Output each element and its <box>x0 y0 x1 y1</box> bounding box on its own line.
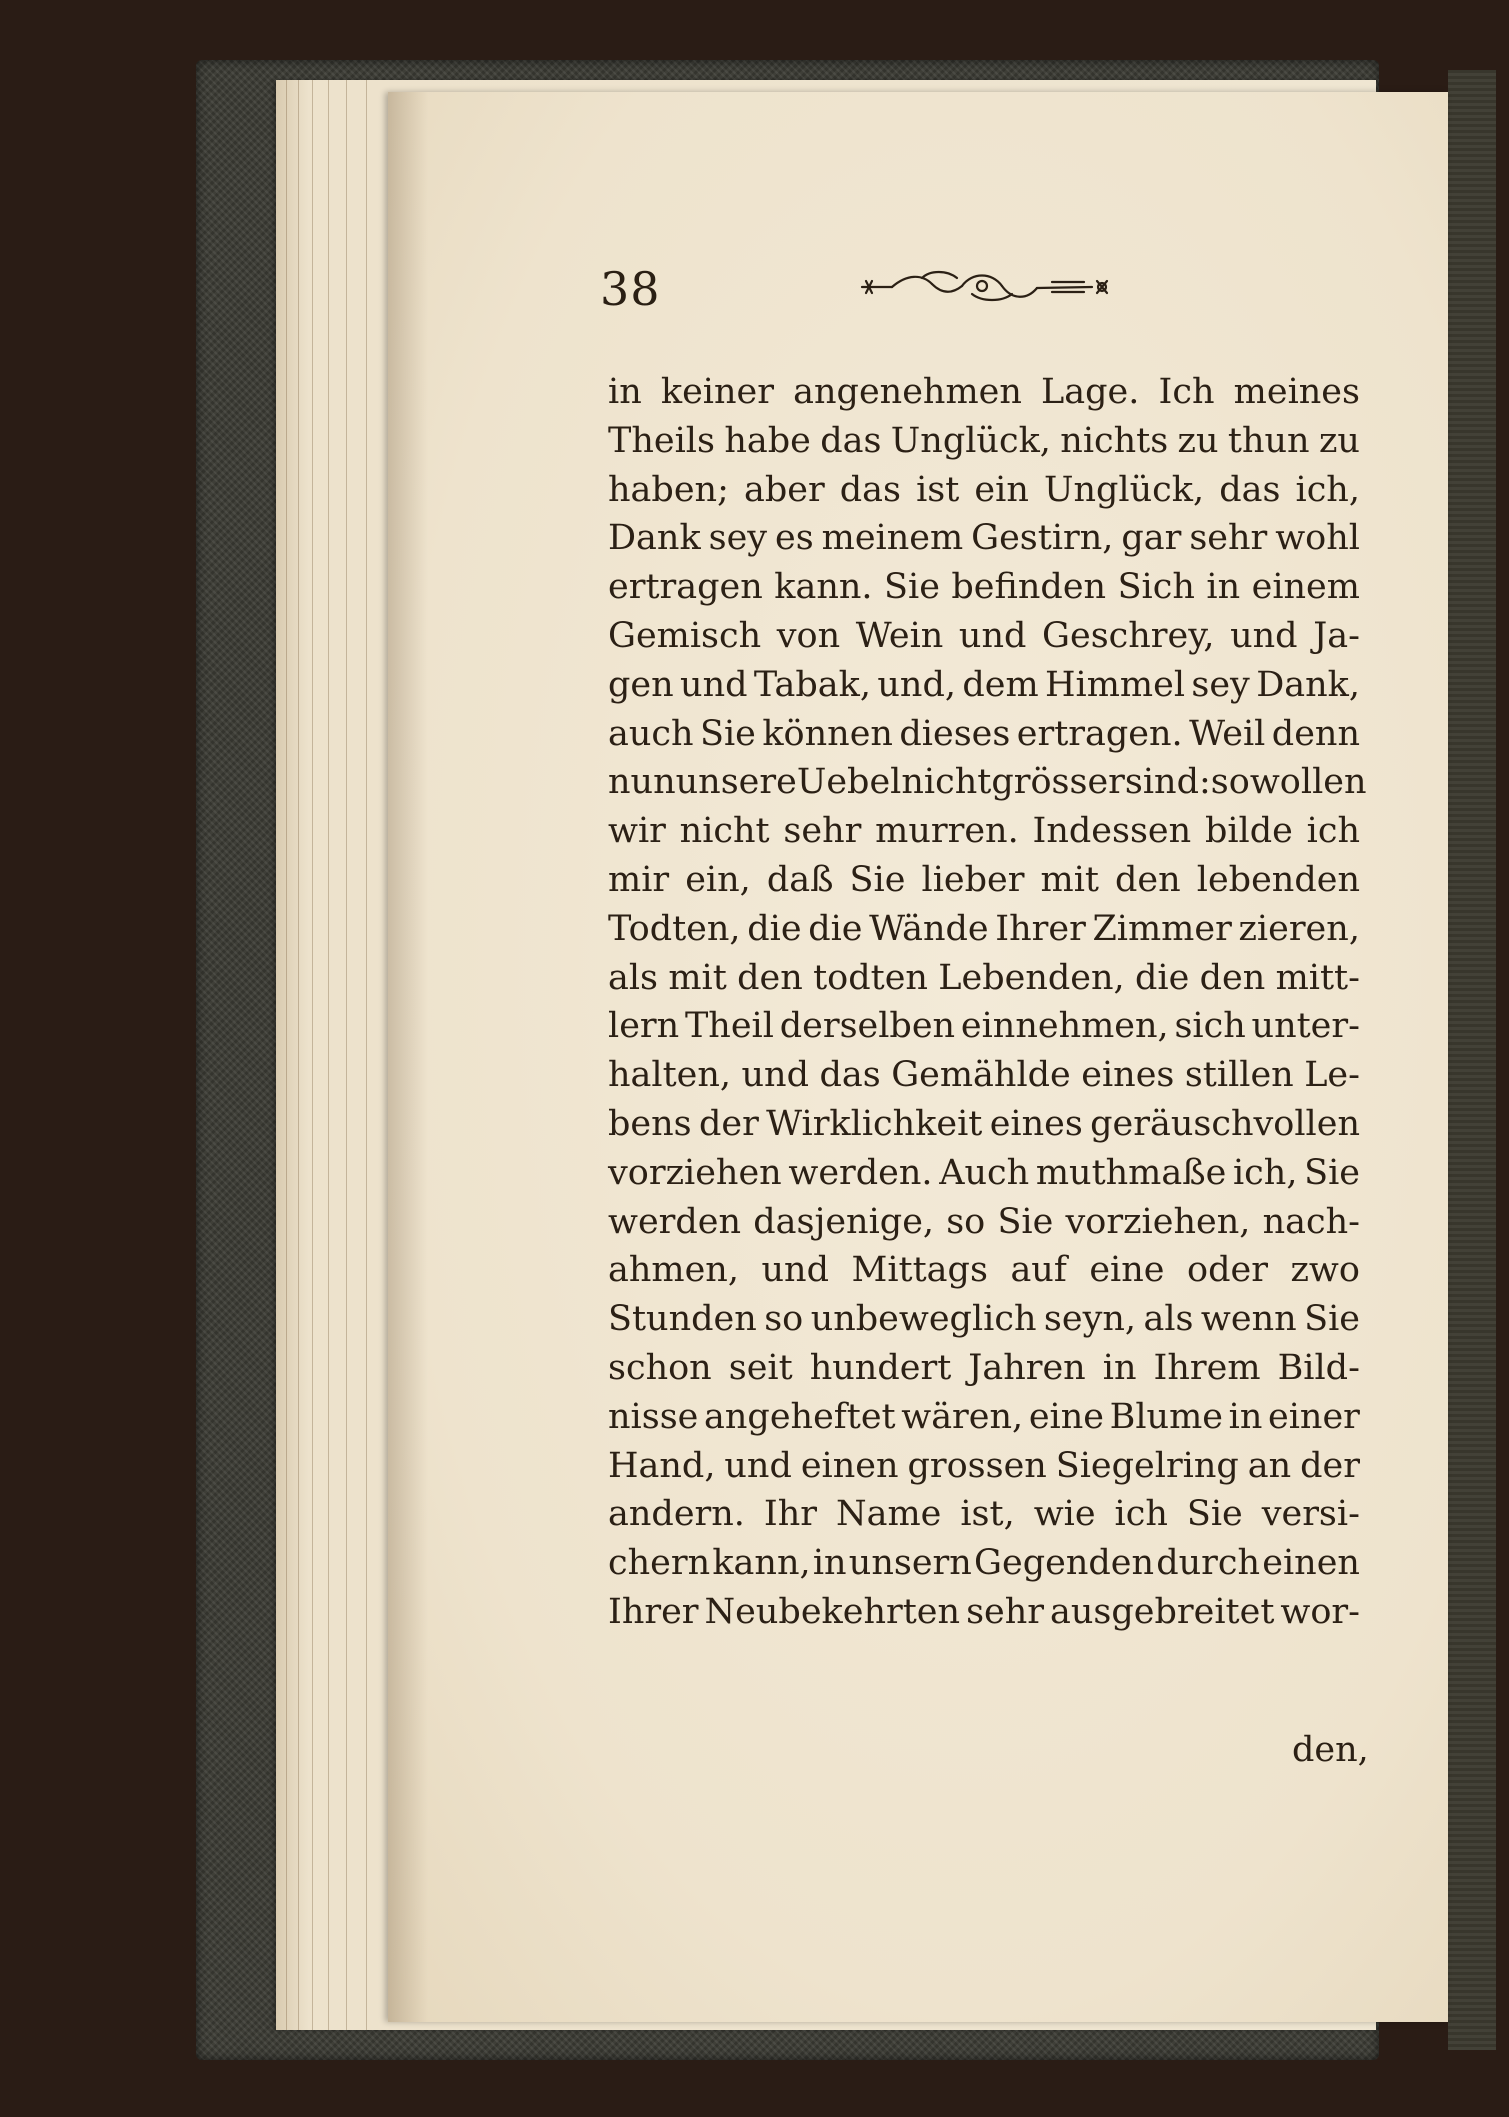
text-line <box>608 1442 1360 1491</box>
word: in <box>1206 567 1241 608</box>
word: vorziehen <box>608 1152 782 1193</box>
word: Sie <box>884 567 940 608</box>
text-line <box>608 1295 1360 1344</box>
word: sehr <box>966 1591 1045 1632</box>
word: halten, <box>608 1055 732 1096</box>
word: kann, <box>712 1543 811 1584</box>
page-number: 38 <box>600 262 661 316</box>
word: chern <box>608 1543 711 1584</box>
word: gen <box>608 664 674 705</box>
word: die <box>1135 957 1190 998</box>
word: sehr <box>783 811 862 852</box>
word: wollen <box>1249 762 1367 803</box>
word: nicht <box>901 762 992 803</box>
word: so <box>764 1299 804 1340</box>
word: wie <box>1033 1494 1096 1535</box>
catchword: den, <box>1292 1730 1369 1770</box>
word: meines <box>1233 372 1360 412</box>
word: eines <box>989 1103 1083 1144</box>
word: stillen <box>1184 1055 1294 1096</box>
word: und <box>1230 615 1298 656</box>
word: mir <box>608 859 670 900</box>
word: mit <box>1040 859 1099 900</box>
word: Gemählde <box>891 1055 1071 1096</box>
word: ertragen. <box>1016 713 1183 754</box>
word: Ihrem <box>1153 1347 1261 1388</box>
word: in <box>812 1543 847 1584</box>
word: lern <box>608 1006 680 1047</box>
word: grossen <box>907 1445 1047 1486</box>
word: Sie <box>997 1201 1054 1242</box>
text-line <box>608 563 1360 612</box>
word: Todten, <box>608 908 741 949</box>
word: daß <box>766 859 834 900</box>
word: mit <box>668 957 727 998</box>
word: Dank <box>608 518 701 559</box>
word: Siegelring <box>1055 1445 1239 1486</box>
word: Sie <box>849 859 906 900</box>
word: der <box>1300 1445 1360 1486</box>
text-line <box>608 710 1360 759</box>
word: auf <box>1010 1250 1067 1291</box>
word: kann. <box>774 567 873 608</box>
word: an <box>1247 1445 1292 1486</box>
word: Weil <box>1189 713 1266 754</box>
word: oder <box>1187 1250 1268 1291</box>
word: Lage. <box>1041 372 1140 412</box>
text-line <box>608 514 1360 563</box>
word: einer <box>1268 1396 1360 1437</box>
word: Auch <box>939 1152 1030 1193</box>
word: hundert <box>809 1347 952 1388</box>
word: Uebel <box>796 762 902 803</box>
word: Himmel <box>1045 664 1186 705</box>
word: Tabak, <box>753 664 871 705</box>
word: Theil <box>684 1006 774 1047</box>
word: und, <box>877 664 956 705</box>
word: werden. <box>788 1152 933 1193</box>
word: können <box>762 713 893 754</box>
word: habe <box>724 420 811 461</box>
word: Unglück, <box>890 420 1051 461</box>
word: und <box>761 1250 829 1291</box>
word: Gemisch <box>608 615 762 656</box>
word: meinem <box>821 518 964 559</box>
word: unsern <box>848 1543 972 1584</box>
word: ist <box>916 469 960 510</box>
word: den <box>737 957 803 998</box>
word: das <box>819 1055 881 1096</box>
word: die <box>747 908 802 949</box>
word: nichts <box>1060 420 1169 461</box>
text-line <box>608 856 1360 905</box>
word: Ja- <box>1313 615 1360 656</box>
word: in <box>1102 1347 1137 1388</box>
word: einnehmen, <box>960 1006 1169 1047</box>
word: zu <box>1177 420 1219 461</box>
word: so <box>946 1201 986 1242</box>
word: nach- <box>1262 1201 1360 1242</box>
word: und <box>724 1445 792 1486</box>
text-line <box>608 612 1360 661</box>
word: Zimmer <box>1092 908 1232 949</box>
word: und <box>958 615 1027 656</box>
word: ich, <box>1232 1152 1298 1193</box>
word: das <box>1219 469 1281 510</box>
word: auch <box>608 713 694 754</box>
word: thun <box>1227 420 1310 461</box>
word: Ihrer <box>995 908 1086 949</box>
word: der <box>698 1103 759 1144</box>
word: lebenden <box>1196 859 1360 900</box>
word: zwo <box>1290 1250 1360 1291</box>
word: Sich <box>1117 567 1195 608</box>
word: werden <box>608 1201 742 1242</box>
word: den <box>1199 957 1266 998</box>
word: wenn <box>1200 1299 1297 1340</box>
word: ahmen, <box>608 1250 739 1291</box>
word: muthmaße <box>1035 1152 1227 1193</box>
word: angeheftet <box>704 1396 896 1437</box>
word: zu <box>1318 420 1360 461</box>
word: Wirklichkeit <box>766 1103 983 1144</box>
word: Theils <box>608 420 715 461</box>
word: vorziehen, <box>1065 1201 1251 1242</box>
page-edge-line <box>346 80 347 2030</box>
page-header <box>600 262 1360 322</box>
word: Blume <box>1109 1396 1223 1437</box>
word: als <box>1143 1299 1194 1340</box>
word: und <box>741 1055 810 1096</box>
word: murren. <box>875 811 1019 852</box>
text-line <box>608 417 1360 466</box>
page-edge-line <box>286 80 287 2030</box>
word: dieses <box>899 713 1011 754</box>
word: durch <box>1156 1543 1261 1584</box>
word: von <box>776 615 841 656</box>
word: unter- <box>1251 1006 1360 1047</box>
word: nun <box>608 762 676 803</box>
text-line <box>608 1490 1360 1539</box>
word: todten <box>813 957 928 998</box>
word: Hand, <box>608 1445 716 1486</box>
word: gar <box>1121 518 1182 559</box>
text-line <box>608 1100 1360 1149</box>
word: Sie <box>1186 1494 1243 1535</box>
text-line <box>608 1344 1360 1393</box>
word: Ihr <box>763 1494 818 1535</box>
book-cover-right-edge <box>1448 70 1496 2050</box>
word: wohl <box>1275 518 1360 559</box>
word: sind: <box>1124 762 1211 803</box>
page-edge-line <box>312 80 313 2030</box>
text-line <box>608 1588 1360 1637</box>
word: derselben <box>779 1006 956 1047</box>
word: Sie <box>1304 1152 1360 1193</box>
text-line <box>608 1393 1360 1442</box>
word: Gegenden <box>974 1543 1155 1584</box>
word: eine <box>1089 1250 1165 1291</box>
word: Wände <box>869 908 989 949</box>
word: denn <box>1271 713 1360 754</box>
word: in <box>1228 1396 1263 1437</box>
text-line <box>608 661 1360 710</box>
word: aber <box>743 469 825 510</box>
word: sey <box>708 518 768 559</box>
word: ausgebreitet <box>1050 1591 1275 1632</box>
word: in <box>608 372 642 412</box>
page-edge-line <box>328 80 329 2030</box>
word: eine <box>1028 1396 1104 1437</box>
word: das <box>820 420 882 461</box>
word: bilde <box>1204 811 1293 852</box>
word: Wein <box>855 615 944 656</box>
word: einem <box>1251 567 1360 608</box>
ornament-icon <box>852 264 1122 310</box>
word: ich <box>1114 1494 1168 1535</box>
word: Dank, <box>1256 664 1360 705</box>
text-line <box>608 368 1360 417</box>
word: Le- <box>1304 1055 1360 1096</box>
word: nisse <box>608 1396 699 1437</box>
word: und <box>680 664 748 705</box>
text-line <box>608 758 1367 807</box>
word: ist, <box>960 1494 1015 1535</box>
word: andern. <box>608 1494 745 1535</box>
word: lieber <box>921 859 1025 900</box>
word: so <box>1210 762 1250 803</box>
word: seit <box>728 1347 793 1388</box>
word: unbeweglich <box>810 1299 1037 1340</box>
word: Name <box>835 1494 942 1535</box>
word: es <box>775 518 814 559</box>
word: Stunden <box>608 1299 757 1340</box>
word: Neubekehrten <box>704 1591 961 1632</box>
text-line <box>608 466 1360 515</box>
word: Ihrer <box>608 1591 699 1632</box>
text-line <box>608 954 1360 1003</box>
text-line <box>608 807 1360 856</box>
word: die <box>808 908 863 949</box>
word: einen <box>800 1445 899 1486</box>
word: ich <box>1306 811 1360 852</box>
word: Sie <box>700 713 756 754</box>
word: angenehmen <box>793 372 1022 412</box>
word: Bild- <box>1277 1347 1360 1388</box>
word: einen <box>1262 1543 1360 1584</box>
word: bens <box>608 1103 692 1144</box>
word: den <box>1115 859 1181 900</box>
spine-shadow <box>388 92 428 2022</box>
word: seyn, <box>1043 1299 1137 1340</box>
word: das <box>839 469 901 510</box>
word: haben; <box>608 469 729 510</box>
word: unsere <box>675 762 797 803</box>
word: Geschrey, <box>1042 615 1215 656</box>
text-line <box>608 1051 1360 1100</box>
word: eines <box>1081 1055 1175 1096</box>
word: Jahren <box>968 1347 1086 1388</box>
word: schon <box>608 1347 712 1388</box>
word: grösser <box>991 762 1125 803</box>
text-line <box>608 1539 1360 1588</box>
word: wären, <box>901 1396 1024 1437</box>
word: Indessen <box>1032 811 1192 852</box>
word: keiner <box>660 372 774 412</box>
word: versi- <box>1261 1494 1360 1535</box>
word: ich, <box>1295 469 1360 510</box>
page-edge-line <box>298 80 299 2030</box>
body-text <box>608 368 1367 1637</box>
text-line <box>608 1246 1360 1295</box>
word: Mittags <box>851 1250 988 1291</box>
word: Sie <box>1304 1299 1360 1340</box>
word: nicht <box>679 811 770 852</box>
word: mitt- <box>1275 957 1360 998</box>
word: wor- <box>1280 1591 1360 1632</box>
word: Gestirn, <box>971 518 1114 559</box>
word: ertragen <box>608 567 763 608</box>
text-line <box>608 1198 1360 1247</box>
page-edge-line <box>366 80 367 2030</box>
word: befinden <box>951 567 1107 608</box>
word: zieren, <box>1238 908 1360 949</box>
word: Ich <box>1158 372 1215 412</box>
text-line <box>608 1002 1360 1051</box>
word: wir <box>608 811 666 852</box>
word: ein, <box>685 859 751 900</box>
word: Unglück, <box>1043 469 1205 510</box>
word: geräuschvollen <box>1090 1103 1360 1144</box>
text-line <box>608 1149 1360 1198</box>
word: Lebenden, <box>938 957 1125 998</box>
word: als <box>608 957 659 998</box>
text-line <box>608 905 1360 954</box>
word: dem <box>962 664 1039 705</box>
word: sehr <box>1189 518 1268 559</box>
word: ein <box>974 469 1029 510</box>
word: sey <box>1191 664 1250 705</box>
word: dasjenige, <box>753 1201 935 1242</box>
word: sich <box>1174 1006 1246 1047</box>
